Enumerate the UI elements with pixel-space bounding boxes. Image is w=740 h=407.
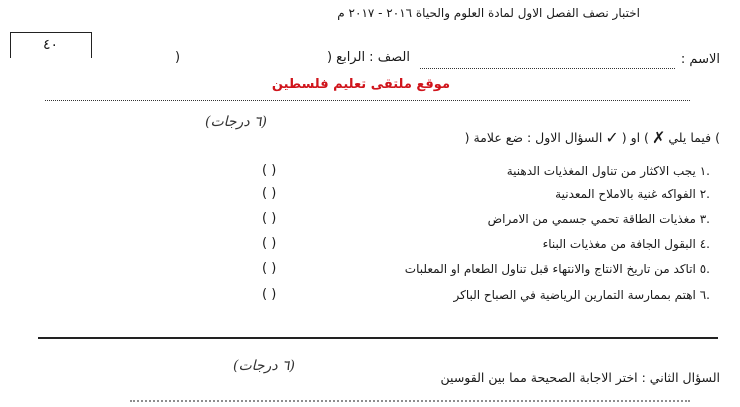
site-name: موقع ملتقى تعليم فلسطين: [271, 77, 450, 92]
grade-label: الصف : الرابع (: [326, 50, 410, 65]
q1-item: [405, 262, 710, 276]
item-text: اتاكد من تاريخ الانتاج والانتهاء قبل تناول الطعام او المعلبات: [404, 262, 696, 276]
grade-close-paren: ): [175, 50, 181, 65]
cutoff-text-row: [130, 400, 690, 407]
item-number: .٦: [699, 288, 710, 302]
q1-or-text: ) او (: [621, 130, 649, 145]
name-field-line[interactable]: [420, 68, 675, 69]
q2-prompt: السؤال الثاني : اختر الاجابة الصحيحة مما بين القوسين: [440, 370, 720, 385]
answer-blank[interactable]: ( ): [262, 186, 277, 201]
answer-blank[interactable]: ( ): [262, 163, 277, 178]
item-number: .٥: [699, 262, 710, 276]
q2-marks: (٦ درجات): [233, 358, 296, 374]
item-number: .٣: [699, 212, 710, 226]
name-label: الاسم :: [680, 52, 720, 67]
answer-blank[interactable]: ( ): [262, 236, 277, 251]
q1-prompt-text: السؤال الاول : ضع علامة (: [464, 130, 603, 145]
q1-prompt: [465, 128, 720, 147]
item-number: .٢: [699, 187, 710, 201]
item-text: مغذيات الطاقة تحمي جسمي من الامراض: [487, 212, 696, 226]
item-text: البقول الجافة من مغذيات البناء: [542, 237, 696, 251]
item-text: اهتم بممارسة التمارين الرياضية في الصباح الباكر: [453, 288, 696, 302]
section-divider: [38, 337, 718, 339]
answer-blank[interactable]: ( ): [262, 261, 277, 276]
answer-blank[interactable]: ( ): [262, 211, 277, 226]
score-box: [10, 32, 92, 58]
q1-item: [507, 164, 710, 178]
check-mark-icon: ✓: [605, 128, 619, 147]
q1-marks: (٦ درجات): [205, 114, 268, 130]
q1-item: [453, 288, 710, 302]
item-text: يجب الاكثار من تناول المغذيات الدهنية: [506, 164, 696, 178]
q1-end-text: ) فيما يلي: [668, 130, 720, 145]
item-number: .٤: [699, 237, 710, 251]
dotted-separator: [45, 100, 690, 101]
cross-mark-icon: ✗: [651, 128, 666, 147]
score-value: ٤٠: [43, 37, 59, 53]
q1-item: [543, 237, 710, 251]
item-text: الفواكه غنية بالاملاح المعدنية: [555, 187, 696, 201]
answer-blank[interactable]: ( ): [262, 287, 277, 302]
exam-title: اختبار نصف الفصل الاول لمادة العلوم والحياة ٢٠١٦ - ٢٠١٧ م: [337, 6, 640, 20]
item-number: .١: [699, 164, 710, 178]
q1-item: [555, 187, 710, 201]
q1-item: [488, 212, 710, 226]
